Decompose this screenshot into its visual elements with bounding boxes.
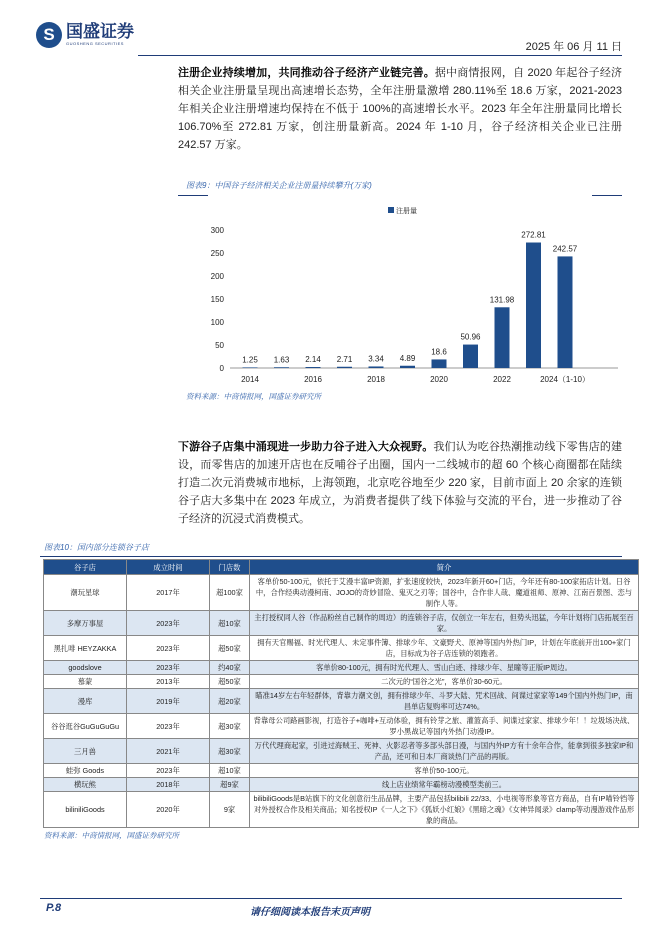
store-name: 黑扎啡 HEYZAKKA: [44, 636, 127, 661]
y-tick-label: 100: [210, 318, 224, 327]
legend-label: 注册量: [396, 208, 417, 215]
founded-year: 2021年: [127, 739, 210, 764]
description: 主打授权同人谷（作品粉丝自己制作的周边）的连锁谷子店，仅创立一年左右，但势头迅猛，今年计划将门店拓展至百家。: [250, 611, 639, 636]
store-name: 潮玩星球: [44, 575, 127, 611]
table-row: [44, 778, 639, 792]
store-name: biliniliGoods: [44, 792, 127, 828]
data-label: 3.34: [368, 354, 384, 364]
store-count: 超20家: [210, 689, 250, 714]
figure-rule-row: [0, 195, 662, 196]
company-logo: [36, 22, 134, 48]
store-count: 9家: [210, 792, 250, 828]
bar: [526, 243, 541, 368]
table-header-row: [44, 560, 639, 575]
description: bilibiliGoods是B站旗下的文化创意衍生品品牌，主要产品包括bilibili 22/33、小电视等形象等官方商品，自有IP喵铃铛等对外授权合作及相关商品；知名授权IP《一人之下》《狐妖小红娘》《黑暗之魂》《女神异闻录》clamp等动漫游戏作品形象的商品。: [250, 792, 639, 828]
column-header: 简介: [250, 560, 639, 575]
store-count: 超50家: [210, 675, 250, 689]
report-date: 2025 年 06 月 11 日: [525, 41, 622, 53]
figure-rule: [40, 556, 622, 557]
bar: [495, 307, 510, 368]
table-row: [44, 792, 639, 828]
x-tick-label: 2016: [304, 375, 322, 384]
store-count: 超10家: [210, 611, 250, 636]
data-label: 4.89: [399, 353, 416, 363]
store-name: 漫库: [44, 689, 127, 714]
x-tick-label: 2024（1-10）: [540, 375, 590, 384]
store-name: 多摩万事屋: [44, 611, 127, 636]
table-row: [44, 739, 639, 764]
bar: [463, 345, 478, 368]
store-count: 超30家: [210, 714, 250, 739]
paragraph-heading: 下游谷子店集中涌现进一步助力谷子进入大众视野。: [178, 441, 434, 453]
store-count: 超10家: [210, 764, 250, 778]
data-label: 131.98: [489, 295, 515, 305]
data-label: 18.6: [431, 347, 447, 357]
y-tick-label: 50: [215, 341, 224, 350]
bar: [337, 367, 352, 368]
bar: [369, 366, 384, 368]
description: 客单价50-100元，依托于艾漫丰富IP资源，扩张速度较快，2023年新开60+门店，今年还有80-100家拓店计划。日谷中，合作经典动漫柯南、JOJO的奇妙冒险、鬼灭之刃等；国谷中，合作非人哉、魔道祖师、原神、江南百景图、恋与制作人等。: [250, 575, 639, 611]
description: 客单价50-100元。: [250, 764, 639, 778]
store-count: 约40家: [210, 661, 250, 675]
store-name: 蛙弥 Goods: [44, 764, 127, 778]
table-row: [44, 764, 639, 778]
description: 瞄准14岁左右年轻群体，背靠力潮文创，拥有排球少年、斗罗大陆、咒术回战、间谍过家家等149个国内外热门IP，南昌单店复购率可达74%。: [250, 689, 639, 714]
data-label: 1.63: [273, 355, 290, 365]
table-row: [44, 689, 639, 714]
founded-year: 2013年: [127, 675, 210, 689]
column-header: 谷子店: [44, 560, 127, 575]
bar: [306, 367, 321, 368]
data-label: 2.14: [305, 355, 321, 365]
bar: [432, 359, 447, 368]
founded-year: 2023年: [127, 611, 210, 636]
paragraph-body: 我们认为吃谷热潮推动线下零售店的建设，而零售店的加速开店也在反哺谷子出圈，国内一二线城市的超 60 个核心商圈都在陆续打造二次元消费城市地标，上海领跑，北京吃谷地至少 220 家，目前市面上 20 余家的连锁谷子店大多集中在 2023 年成立，为消费者提供了线下体验与交流的平台，进一步推动了谷子经济的沉浸式消费模式。: [178, 441, 622, 525]
table-row: [44, 575, 639, 611]
table-row: [44, 661, 639, 675]
store-name: 横玩熊: [44, 778, 127, 792]
founded-year: 2017年: [127, 575, 210, 611]
founded-year: 2018年: [127, 778, 210, 792]
paragraph-stores: [178, 438, 622, 528]
figure9-source: 资料来源：中商情报网，国盛证券研究所: [186, 392, 321, 401]
x-tick-label: 2020: [430, 375, 448, 384]
paragraph-body: 据中商情报网，自 2020 年起谷子经济相关企业注册量呈现出高速增长态势，全年注册量激增 280.11%至 18.6 万家，2021-2023 年相关企业注册增速均保持在不低于 100%的高速增长水平。2023 年全年注册量同比增长 106.70%至 272.81 万家，创注册量新高。2024 年 1-10 月，谷子经济相关企业已注册 242.57 万家。: [178, 67, 623, 151]
column-header: 门店数: [210, 560, 250, 575]
table-row: [44, 636, 639, 661]
table-row: [44, 714, 639, 739]
disclaimer-note: 请仔细阅读本报告末页声明: [250, 907, 370, 918]
logo-text: 国盛证券: [66, 22, 134, 41]
bar: [274, 367, 289, 368]
description: 拥有天官赐福、时光代理人、未定事件簿、排球少年、文豪野犬、原神等国内外热门IP，计划在年底前开出100+家门店，目标成为谷子店连锁的领跑者。: [250, 636, 639, 661]
x-tick-label: 2018: [367, 375, 385, 384]
description: 线上店业绩常年霸榜动漫模型类前三。: [250, 778, 639, 792]
x-tick-label: 2022: [493, 375, 511, 384]
logo-subtext: GUOSHENG SECURITIES: [66, 41, 124, 46]
founded-year: 2023年: [127, 661, 210, 675]
store-table: [43, 559, 639, 828]
founded-year: 2023年: [127, 764, 210, 778]
y-tick-label: 0: [219, 364, 224, 373]
bar: [243, 367, 258, 368]
column-header: 成立时间: [127, 560, 210, 575]
figure9-title: 图表9：中国谷子经济相关企业注册量持续攀升(万家): [186, 181, 372, 190]
store-name: 三月兽: [44, 739, 127, 764]
figure10-source: 资料来源：中商情报网，国盛证券研究所: [44, 831, 179, 840]
data-label: 50.96: [460, 332, 481, 342]
store-count: 超9家: [210, 778, 250, 792]
figure-rule-row: [0, 556, 662, 557]
figure-rule: [178, 195, 208, 196]
paragraph-registration: [178, 64, 622, 154]
paragraph-heading: 注册企业持续增加，共同推动谷子经济产业链完善。: [178, 67, 435, 79]
store-count: 超50家: [210, 636, 250, 661]
data-label: 1.25: [242, 355, 258, 365]
founded-year: 2023年: [127, 636, 210, 661]
y-tick-label: 250: [210, 249, 224, 258]
legend-swatch: [388, 207, 394, 213]
store-count: 超100家: [210, 575, 250, 611]
page-number: P.8: [46, 902, 62, 914]
store-count: 超30家: [210, 739, 250, 764]
bar: [400, 366, 415, 368]
store-name: 谷谷逛谷GuGuGuGu: [44, 714, 127, 739]
bar: [558, 256, 573, 368]
y-tick-label: 150: [210, 295, 224, 304]
store-name: 慕蒙: [44, 675, 127, 689]
figure-rule: [592, 195, 622, 196]
logo-icon: S: [36, 22, 62, 48]
data-label: 242.57: [552, 244, 578, 254]
founded-year: 2019年: [127, 689, 210, 714]
content-flow: [0, 64, 662, 841]
description: 万代代理商起家，引进过海贼王、死神、火影忍者等多部头部日漫，与国内外IP方有十余年合作，能拿到很多独家IP和产品，还可和日本厂商谈热门产品的再版。: [250, 739, 639, 764]
founded-year: 2020年: [127, 792, 210, 828]
header-divider: [138, 55, 622, 56]
founded-year: 2023年: [127, 714, 210, 739]
description: 二次元的“国谷之光”，客单价30-60元。: [250, 675, 639, 689]
table-row: [44, 611, 639, 636]
y-tick-label: 200: [210, 272, 224, 281]
bar-chart: [178, 198, 640, 390]
description: 背靠母公司路画影视，打造谷子+咖啡+互动体验，拥有铃芽之旅、灌篮高手、间谍过家家、排球少年！！垃圾场决战、罗小黑战记等国内外热门动漫IP。: [250, 714, 639, 739]
y-tick-label: 300: [210, 226, 224, 235]
data-label: 272.81: [521, 230, 546, 240]
footer-divider: [40, 898, 622, 899]
table-row: [44, 675, 639, 689]
x-tick-label: 2014: [241, 375, 259, 384]
data-label: 2.71: [336, 354, 353, 364]
store-name: goodslove: [44, 661, 127, 675]
figure10-title: 图表10：国内部分连锁谷子店: [44, 543, 149, 552]
description: 客单价80-100元，拥有时光代理人、雪山白迹、排球少年、星瞳等正版IP周边。: [250, 661, 639, 675]
